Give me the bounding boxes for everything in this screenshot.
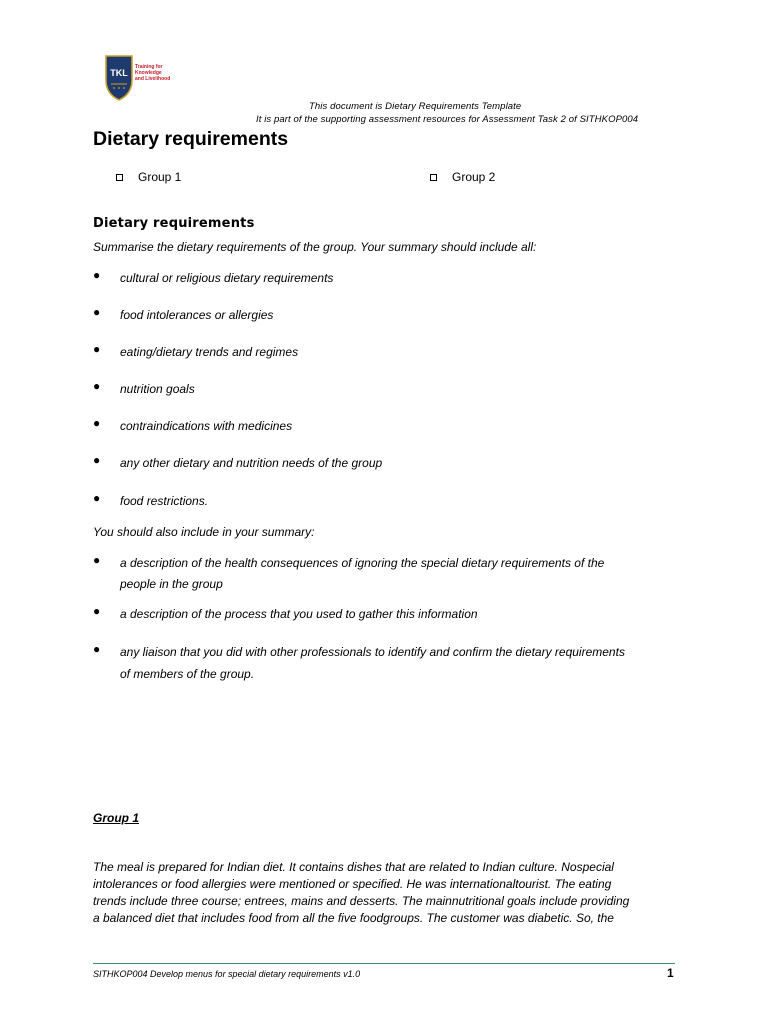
list-item-text: food restrictions. xyxy=(120,494,209,508)
bullet-icon: ● xyxy=(93,342,101,356)
checkbox-icon[interactable] xyxy=(116,174,123,181)
footer-divider xyxy=(93,963,675,964)
list-item-text-continued: of members of the group. xyxy=(120,667,255,681)
paragraph-line: The meal is prepared for Indian diet. It contains dishes that are related to Indian culture. Nospecial xyxy=(93,860,614,874)
logo-tagline xyxy=(135,64,170,82)
page-title: Dietary requirements xyxy=(93,128,289,150)
paragraph-line: a balanced diet that includes food from all the five foodgroups. The customer was diabetic. So, the xyxy=(93,911,614,925)
list-item-text: a description of the health consequences of ignoring the special dietary requirements of the xyxy=(120,556,605,570)
list-item-text: any liaison that you did with other professionals to identify and confirm the dietary requirements xyxy=(120,645,625,659)
section-heading: Dietary requirements xyxy=(93,216,255,231)
bullet-icon: ● xyxy=(93,604,101,618)
logo-shield-text: TKL xyxy=(110,68,128,78)
bullet-icon: ● xyxy=(93,553,101,567)
paragraph-line: intolerances or food allergies were mentioned or specified. He was internationaltourist. The eating xyxy=(93,877,612,891)
list-item-text: nutrition goals xyxy=(120,382,195,396)
logo-tagline-line: and Livelihood xyxy=(135,76,171,82)
group-1-checkbox-row[interactable] xyxy=(116,170,181,184)
checkbox-label: Group 1 xyxy=(138,170,182,184)
logo-tagline-line: Knowledge xyxy=(135,70,162,76)
list-item-text: a description of the process that you used to gather this information xyxy=(120,607,478,621)
bullet-icon: ● xyxy=(93,268,101,282)
list-item-text: food intolerances or allergies xyxy=(120,308,274,322)
bullet-icon: ● xyxy=(93,379,101,393)
group-1-heading: Group 1 xyxy=(93,811,140,825)
checkbox-icon[interactable] xyxy=(430,174,437,181)
group-2-checkbox-row[interactable] xyxy=(430,170,495,184)
bullet-icon: ● xyxy=(93,642,101,656)
group-1-paragraph xyxy=(93,859,683,927)
page-number: 1 xyxy=(667,966,674,980)
footer-text: SITHKOP004 Develop menus for special dietary requirements v1.0 xyxy=(93,969,361,979)
bullet-icon: ● xyxy=(93,453,101,467)
list-item-text: eating/dietary trends and regimes xyxy=(120,345,299,359)
document-note-subline: It is part of the supporting assessment resources for Assessment Task 2 of SITHKOP004 xyxy=(256,114,639,125)
bullet-icon: ● xyxy=(93,305,101,319)
paragraph-line: trends include three course; entrees, mains and desserts. The mainnutritional goals include providing xyxy=(93,894,630,908)
list-item-text: any other dietary and nutrition needs of the group xyxy=(120,456,383,470)
bullet-icon: ● xyxy=(93,416,101,430)
section-intro: Summarise the dietary requirements of the group. Your summary should include all: xyxy=(93,240,537,254)
checkbox-label: Group 2 xyxy=(452,170,496,184)
list-item-text-continued: people in the group xyxy=(120,577,223,591)
logo-tagline-line: Training for xyxy=(135,64,163,70)
document-note: This document is Dietary Requirements Template xyxy=(309,101,522,112)
section-intro-secondary: You should also include in your summary: xyxy=(93,525,315,539)
list-item-text: contraindications with medicines xyxy=(120,419,293,433)
list-item-text: cultural or religious dietary requirements xyxy=(120,271,334,285)
bullet-icon: ● xyxy=(93,491,101,505)
